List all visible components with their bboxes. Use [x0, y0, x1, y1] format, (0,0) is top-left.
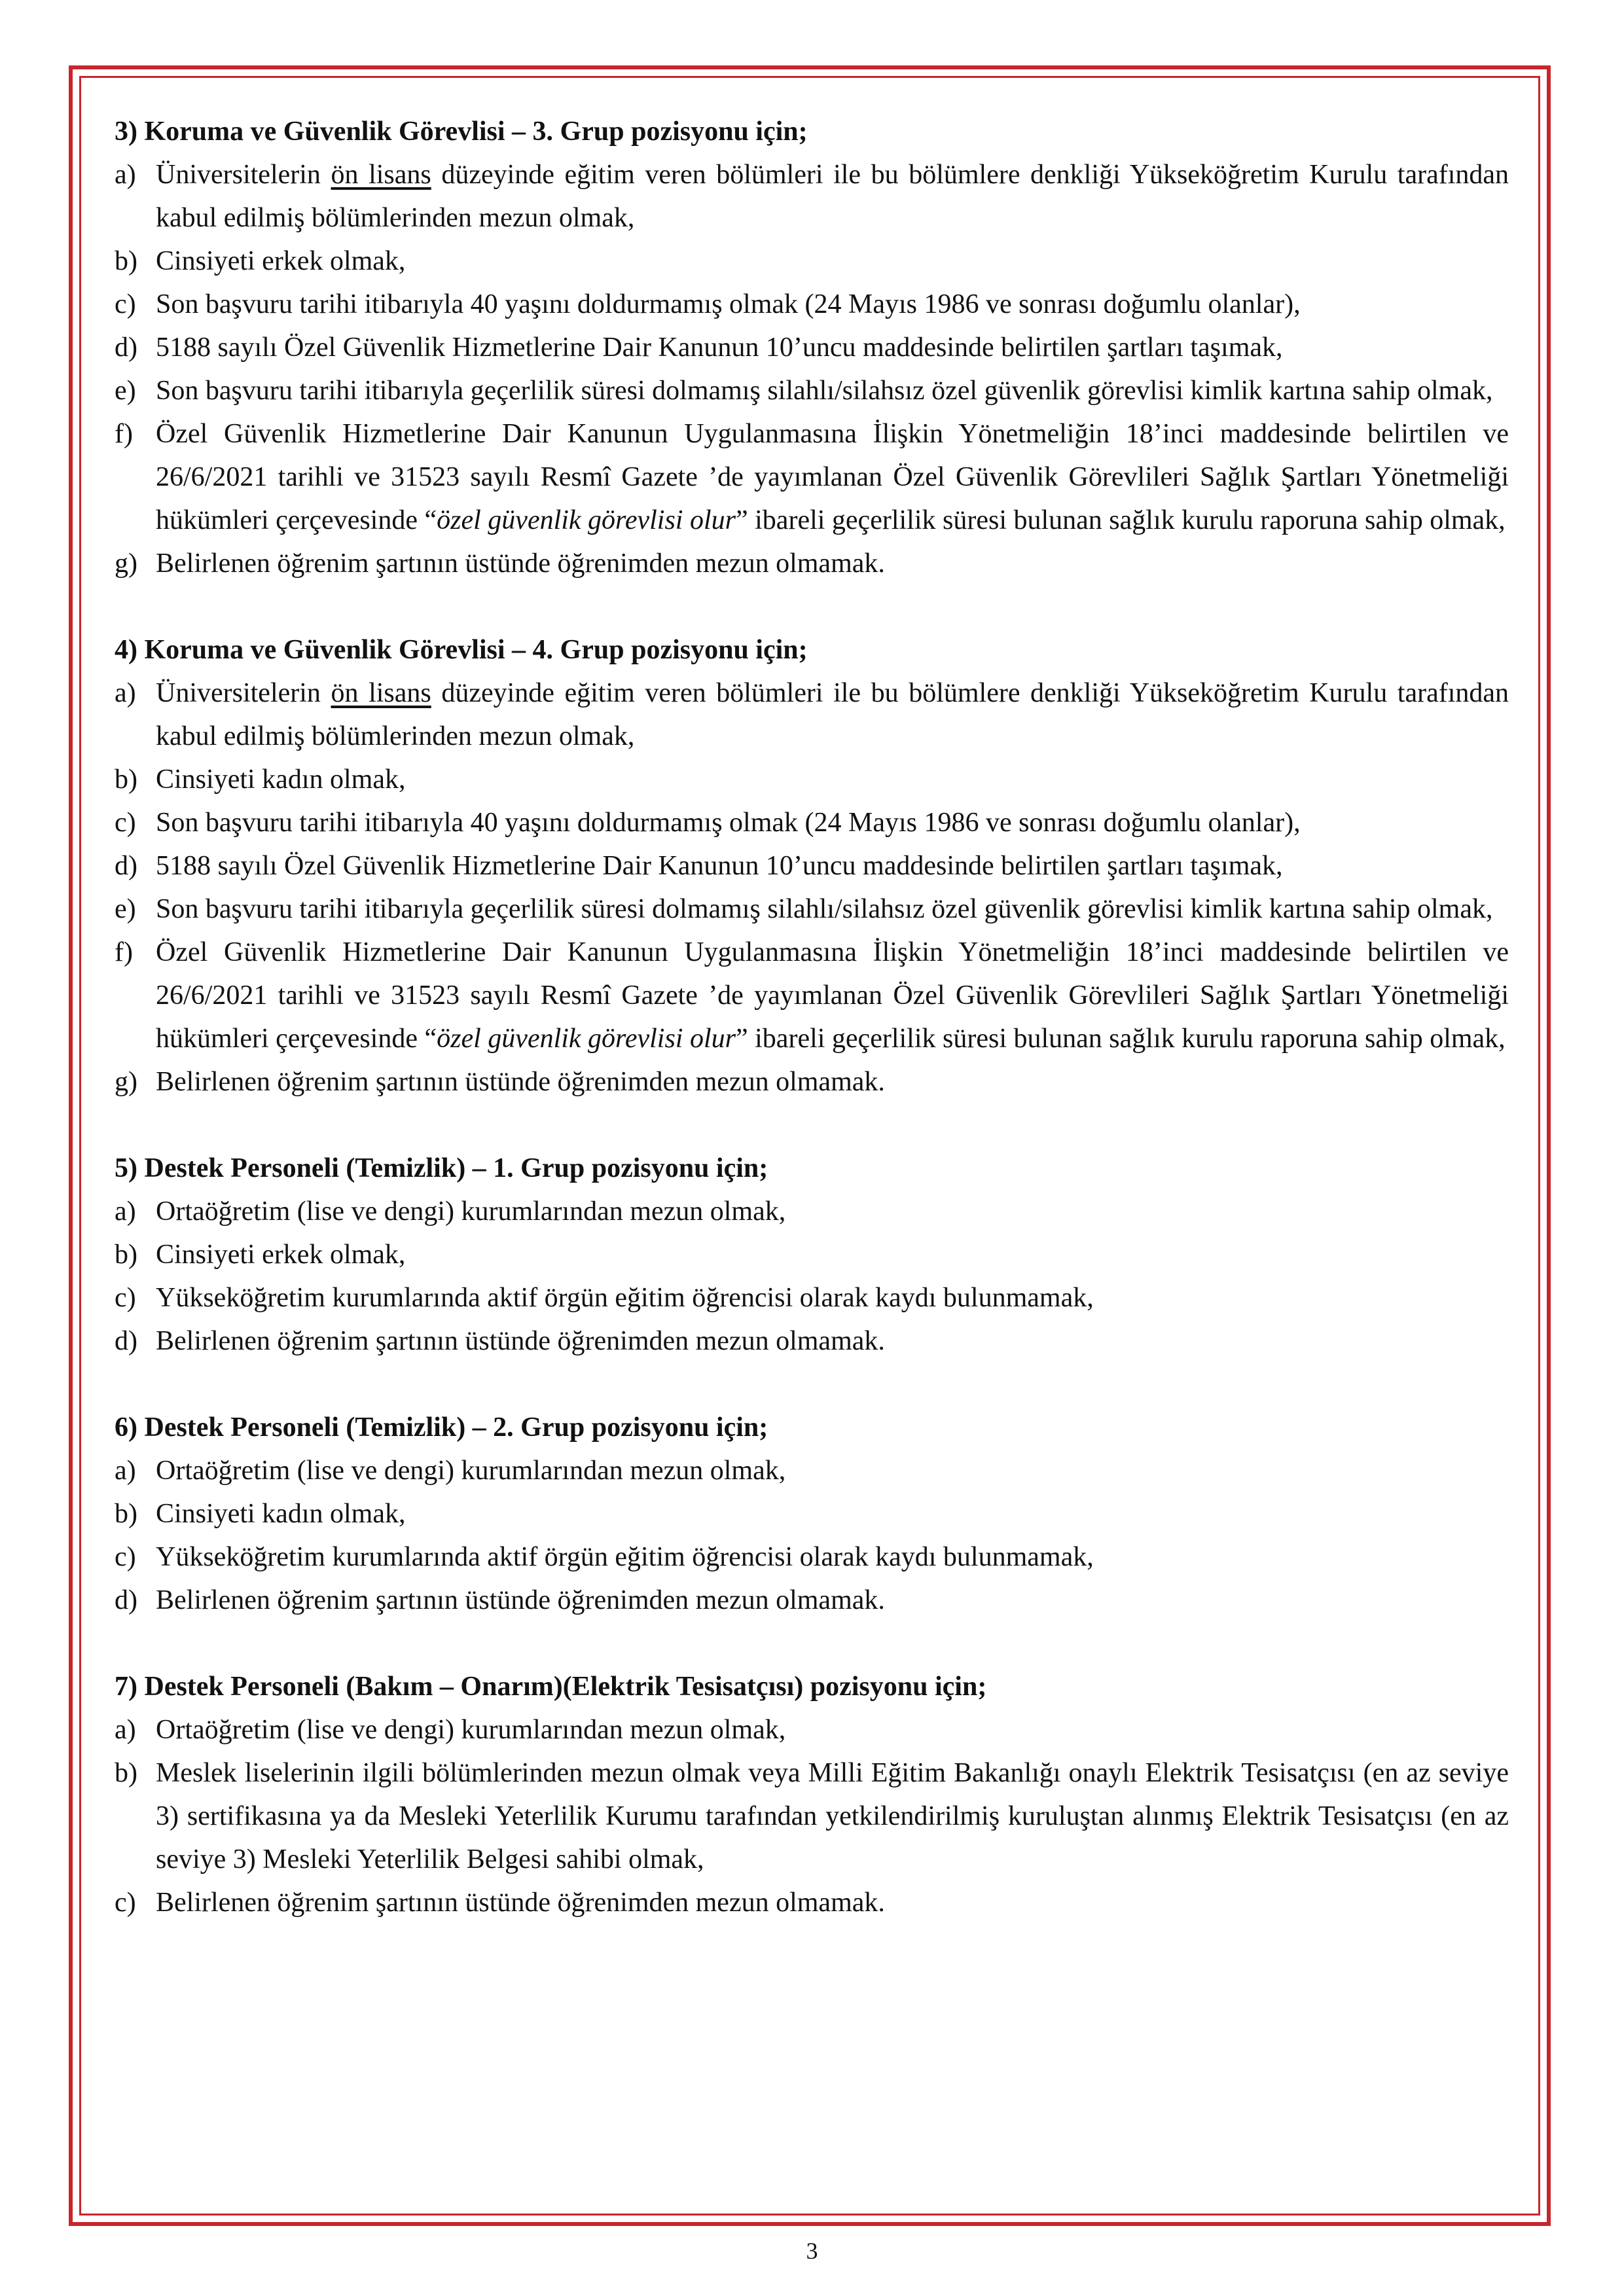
item-text: Belirlenen öğrenim şartının üstünde öğrenimden mezun olmamak. [156, 1585, 885, 1615]
item-marker: b) [115, 246, 137, 276]
list-item [115, 283, 1509, 326]
item-marker: b) [115, 1758, 137, 1788]
list-item [115, 1881, 1509, 1924]
item-marker: c) [115, 1542, 136, 1572]
section-bakim-onarim-elektrik [115, 1665, 1509, 1924]
item-text: Yükseköğretim kurumlarında aktif örgün eğitim öğrencisi olarak kaydı bulunmamak, [156, 1542, 1094, 1572]
list-item [115, 801, 1509, 844]
list-item [115, 1319, 1509, 1363]
item-text: Cinsiyeti erkek olmak, [156, 1240, 406, 1270]
item-marker: d) [115, 332, 137, 363]
item-marker: a) [115, 1715, 136, 1745]
list-item [115, 758, 1509, 801]
requirement-list [115, 672, 1509, 1103]
item-marker: b) [115, 764, 137, 795]
item-text: Üniversitelerin [156, 678, 331, 708]
item-text: Son başvuru tarihi itibarıyla geçerlilik süresi dolmamış silahlı/silahsız özel güvenlik görevlisi kimlik kartına sahip olmak, [156, 894, 1493, 924]
section-heading: 3) Koruma ve Güvenlik Görevlisi – 3. Grup pozisyonu için; [115, 117, 808, 147]
item-text-underlined: ön lisans [331, 678, 431, 708]
item-text: Cinsiyeti kadın olmak, [156, 764, 406, 795]
list-item [115, 1060, 1509, 1103]
item-marker: a) [115, 160, 136, 190]
item-marker: f) [115, 937, 133, 967]
list-item [115, 844, 1509, 888]
item-marker: e) [115, 894, 136, 924]
item-marker: d) [115, 1585, 137, 1615]
item-text: 5188 sayılı Özel Güvenlik Hizmetlerine Dair Kanunun 10’uncu maddesinde belirtilen şartları taşımak, [156, 851, 1283, 881]
item-text: Belirlenen öğrenim şartının üstünde öğrenimden mezun olmamak. [156, 548, 885, 579]
list-item [115, 1276, 1509, 1319]
item-text: Meslek liselerinin ilgili bölümlerinden mezun olmak veya Milli Eğitim Bakanlığı onaylı Elektrik Tesisatçısı (en az seviye 3) sertifikasına ya da Mesleki Yeterlilik Kurumu tarafından yetkilendirilmiş kuruluştan alınmış Elektrik Tesisatçısı (en az seviye 3) Mesleki Yeterlilik Belgesi sahibi olmak, [156, 1758, 1509, 1874]
item-text: Yükseköğretim kurumlarında aktif örgün eğitim öğrencisi olarak kaydı bulunmamak, [156, 1283, 1094, 1313]
item-marker: b) [115, 1499, 137, 1529]
list-item [115, 931, 1509, 1060]
list-item [115, 153, 1509, 240]
section-heading: 6) Destek Personeli (Temizlik) – 2. Grup pozisyonu için; [115, 1412, 768, 1443]
item-text-italic: özel güvenlik görevlisi olur [437, 505, 736, 535]
item-text: Belirlenen öğrenim şartının üstünde öğrenimden mezun olmamak. [156, 1067, 885, 1097]
item-marker: e) [115, 376, 136, 406]
item-marker: c) [115, 1888, 136, 1918]
item-text: ” ibareli geçerlilik süresi bulunan sağlık kurulu raporuna sahip olmak, [736, 505, 1506, 535]
list-item [115, 888, 1509, 931]
item-marker: a) [115, 678, 136, 708]
item-text: Özel Güvenlik Hizmetlerine Dair Kanunun Uygulanmasına İlişkin Yönetmeliğin 18’inci maddesinde belirtilen ve 26/6/2021 tarihli ve 31523 sayılı Resmî Gazete ’de yayımlanan Özel Güvenlik Görevlileri Sağlık Şartları Yönetmeliği hükümleri çerçevesinde “ [156, 419, 1509, 535]
item-marker: c) [115, 289, 136, 319]
item-text: Son başvuru tarihi itibarıyla 40 yaşını doldurmamış olmak (24 Mayıs 1986 ve sonrası doğumlu olanlar), [156, 808, 1301, 838]
item-marker: a) [115, 1196, 136, 1227]
list-item [115, 672, 1509, 758]
item-text: düzeyinde eğitim veren bölümleri ile bu bölümlere denkliği Yükseköğretim Kurulu tarafından kabul edilmiş bölümlerinden mezun olmak, [156, 160, 1509, 233]
item-marker: g) [115, 1067, 137, 1097]
item-text: Üniversitelerin [156, 160, 331, 190]
item-marker: d) [115, 851, 137, 881]
document-body [115, 110, 1509, 1967]
item-marker: f) [115, 419, 133, 449]
item-text: Son başvuru tarihi itibarıyla geçerlilik süresi dolmamış silahlı/silahsız özel güvenlik görevlisi kimlik kartına sahip olmak, [156, 376, 1493, 406]
list-item [115, 1535, 1509, 1579]
item-marker: c) [115, 1283, 136, 1313]
list-item [115, 1233, 1509, 1276]
item-text: Belirlenen öğrenim şartının üstünde öğrenimden mezun olmamak. [156, 1326, 885, 1356]
list-item [115, 542, 1509, 585]
list-item [115, 1449, 1509, 1492]
item-marker: d) [115, 1326, 137, 1356]
list-item [115, 1190, 1509, 1233]
requirement-list [115, 153, 1509, 585]
list-item [115, 369, 1509, 412]
item-text: Cinsiyeti kadın olmak, [156, 1499, 406, 1529]
item-text: Ortaöğretim (lise ve dengi) kurumlarından mezun olmak, [156, 1456, 786, 1486]
requirement-list [115, 1190, 1509, 1363]
item-text: ” ibareli geçerlilik süresi bulunan sağlık kurulu raporuna sahip olmak, [736, 1024, 1506, 1054]
item-text: Ortaöğretim (lise ve dengi) kurumlarından mezun olmak, [156, 1715, 786, 1745]
item-text: Ortaöğretim (lise ve dengi) kurumlarından mezun olmak, [156, 1196, 786, 1227]
item-text: düzeyinde eğitim veren bölümleri ile bu bölümlere denkliği Yükseköğretim Kurulu tarafından kabul edilmiş bölümlerinden mezun olmak, [156, 678, 1509, 751]
item-text: Son başvuru tarihi itibarıyla 40 yaşını doldurmamış olmak (24 Mayıs 1986 ve sonrası doğumlu olanlar), [156, 289, 1301, 319]
item-marker: g) [115, 548, 137, 579]
section-heading: 5) Destek Personeli (Temizlik) – 1. Grup pozisyonu için; [115, 1153, 768, 1183]
list-item [115, 1708, 1509, 1751]
list-item [115, 1751, 1509, 1881]
item-text: Belirlenen öğrenim şartının üstünde öğrenimden mezun olmamak. [156, 1888, 885, 1918]
list-item [115, 1579, 1509, 1622]
item-text: 5188 sayılı Özel Güvenlik Hizmetlerine Dair Kanunun 10’uncu maddesinde belirtilen şartları taşımak, [156, 332, 1283, 363]
requirement-list [115, 1708, 1509, 1924]
list-item [115, 326, 1509, 369]
section-temizlik-2-grup [115, 1406, 1509, 1622]
section-koruma-3-grup [115, 110, 1509, 585]
item-text: Cinsiyeti erkek olmak, [156, 246, 406, 276]
item-marker: a) [115, 1456, 136, 1486]
item-marker: b) [115, 1240, 137, 1270]
item-marker: c) [115, 808, 136, 838]
section-temizlik-1-grup [115, 1147, 1509, 1363]
section-koruma-4-grup [115, 628, 1509, 1103]
list-item [115, 240, 1509, 283]
section-heading: 4) Koruma ve Güvenlik Görevlisi – 4. Grup pozisyonu için; [115, 635, 808, 665]
section-heading: 7) Destek Personeli (Bakım – Onarım)(Elektrik Tesisatçısı) pozisyonu için; [115, 1672, 987, 1702]
page-number: 3 [806, 2238, 818, 2264]
list-item [115, 412, 1509, 542]
requirement-list [115, 1449, 1509, 1622]
item-text-underlined: ön lisans [331, 160, 431, 190]
item-text: Özel Güvenlik Hizmetlerine Dair Kanunun Uygulanmasına İlişkin Yönetmeliğin 18’inci maddesinde belirtilen ve 26/6/2021 tarihli ve 31523 sayılı Resmî Gazete ’de yayımlanan Özel Güvenlik Görevlileri Sağlık Şartları Yönetmeliği hükümleri çerçevesinde “ [156, 937, 1509, 1054]
list-item [115, 1492, 1509, 1535]
item-text-italic: özel güvenlik görevlisi olur [437, 1024, 736, 1054]
